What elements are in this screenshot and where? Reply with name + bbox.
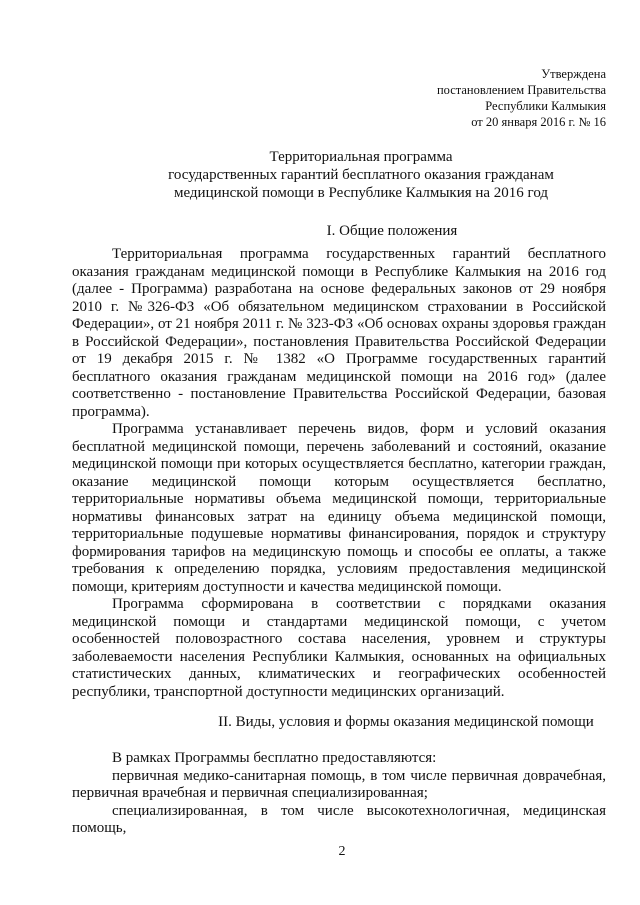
section-heading-types: II. Виды, условия и формы оказания медицинской помощи <box>218 714 594 730</box>
paragraph: специализированная, в том числе высокотехнологичная, медицинская помощь, <box>72 802 606 836</box>
paragraph: Территориальная программа государственных гарантий бесплатного оказания гражданам медицинской помощи в Республике Калмыкия на 2016 год (далее - Программа) разработана на основе федеральных законов от 29 ноября 2010 г. №326-ФЗ «Об обязательном медицинском страховании в Российской Федерации», от 21 ноября 2011 г. № 323-ФЗ «Об основах охраны здоровья граждан в Российской Федерации», постановления Правительства Российской Федерации от 19 декабря 2015 г. № 1382 «О Программе государственных гарантий бесплатного оказания гражданам медицинской помощи на 2016 год» (далее соответственно - постановление Правительства Российской Федерации, базовая программа). <box>72 246 606 420</box>
approval-line: Утверждена <box>541 67 606 81</box>
paragraph: Программа сформирована в соответствии с порядками оказания медицинской помощи и стандартами медицинской помощи, с учетом особенностей половозрастного состава населения, уровнем и структуры заболеваемости населения Республики Калмыкия, основанных на официальных статистических данных, климатических и географических особенностей республики, транспортной доступности медицинских организаций. <box>72 596 606 700</box>
title-line: государственных гарантий бесплатного оказания гражданам <box>168 167 554 183</box>
approval-date-line: от 20 января 2016 г. № 16 <box>471 115 606 129</box>
paragraph: Программа устанавливает перечень видов, форм и условий оказания бесплатной медицинской помощи, перечень заболеваний и состояний, оказание медицинской помощи при которых осуществляется бесплатно, категории граждан, оказание медицинской помощи которым осуществляется бесплатно, территориальные нормативы объема медицинской помощи, территориальные нормативы финансовых затрат на единицу объема медицинской помощи, территориальные подушевые нормативы финансирования, порядок и структуру формирования тарифов на медицинскую помощь и способы ее оплаты, а также требования к определению порядка, условиям предоставления медицинской помощи, критериям доступности и качества медицинской помощи. <box>72 421 606 595</box>
title-line: медицинской помощи в Республике Калмыкия на 2016 год <box>173 185 549 201</box>
title-line: Территориальная программа <box>269 149 453 165</box>
approval-line: Республики Калмыкия <box>485 99 606 113</box>
paragraph: первичная медико-санитарная помощь, в том числе первичная доврачебная, первичная врачебная и первичная специализированная; <box>72 767 606 801</box>
approval-line: постановлением Правительства <box>436 83 606 97</box>
section-body-general <box>72 246 606 701</box>
paragraph: В рамках Программы бесплатно предоставляются: <box>112 750 437 766</box>
section-heading-general: I. Общие положения <box>326 223 458 239</box>
approval-stamp <box>437 66 606 130</box>
document-title <box>0 148 640 202</box>
page-number: 2 <box>338 844 346 859</box>
section-body-types <box>72 750 606 838</box>
